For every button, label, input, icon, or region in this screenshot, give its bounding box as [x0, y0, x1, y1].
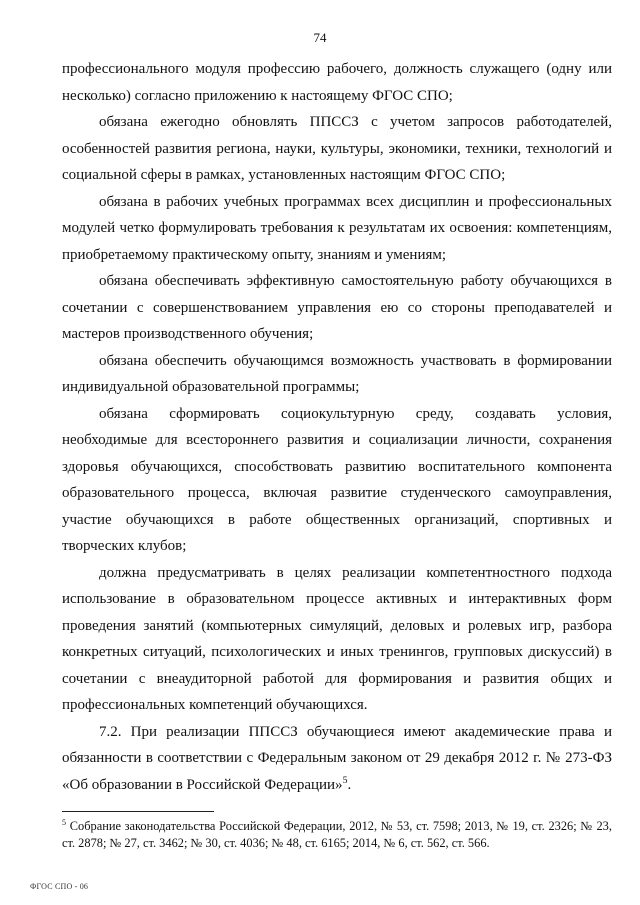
paragraph-6: обязана сформировать социокультурную среду, создавать условия, необходимые для всестороннего развития и социализации личности, сохранения здоровья обучающихся, способствовать развитию воспитательного компонента образовательного процесса, включая развитие студенческого самоуправления, участие обучающихся в работе общественных организаций, спортивных и творческих клубов; [62, 405, 612, 554]
footnote-text: Собрание законодательства Российской Федерации, 2012, № 53, ст. 7598; 2013, № 19, ст. 2326; № 23, ст. 2878; № 27, ст. 3462; № 30, ст. 4036; № 48, ст. 6165; 2014, № 6, ст. 562, ст. 566. [62, 819, 612, 850]
page-number: 74 [313, 30, 327, 45]
footnote [62, 818, 612, 852]
footnote-divider [62, 811, 214, 812]
paragraph-4: обязана обеспечивать эффективную самостоятельную работу обучающихся в сочетании с совершенствованием управления ею со стороны преподавателей и мастеров производственного обучения; [62, 273, 612, 342]
page-body [62, 56, 612, 798]
paragraph-2: обязана ежегодно обновлять ППССЗ с учетом запросов работодателей, особенностей развития региона, науки, культуры, экономики, техники, технологий и социальной сферы в рамках, установленных настоящим ФГОС СПО; [62, 114, 612, 183]
footer-label: ФГОС СПО - 06 [30, 882, 89, 891]
paragraph-8-section-7-2: 7.2. При реализации ППССЗ обучающиеся имеют академические права и обязанности в соответствии с Федеральным законом от 29 декабря 2012 г. № 273-ФЗ «Об образовании в Российской Федерации»$^5$. [62, 723, 612, 793]
paragraph-8-text: 7.2. При реализации ППССЗ обучающиеся имеют академические права и обязанности в соответствии с Федеральным законом от 29 декабря 2012 г. № 273-ФЗ «Об образовании в Российской Федерации» [62, 723, 612, 793]
footnote-marker: 5 [62, 817, 67, 827]
paragraph-5: обязана обеспечить обучающимся возможность участвовать в формировании индивидуальной образовательной программы; [62, 352, 612, 395]
paragraph-7: должна предусматривать в целях реализации компетентностного подхода использование в образовательном процессе активных и интерактивных форм проведения занятий (компьютерных симуляций, деловых и ролевых игр, разбора конкретных ситуаций, психологических и иных тренингов, групповых дискуссий) в сочетании с внеаудиторной работой для формирования и развития общих и профессиональных компетенций обучающихся. [62, 564, 612, 713]
paragraph-1: профессионального модуля профессию рабочего, должность служащего (одну или несколько) согласно приложению к настоящему ФГОС СПО; [62, 61, 612, 104]
footnote-reference[interactable]: 5 [342, 774, 348, 786]
paragraph-3: обязана в рабочих учебных программах всех дисциплин и профессиональных модулей четко формулировать требования к результатам их освоения: компетенциям, приобретаемому практическому опыту, знаниям и умениям; [62, 193, 612, 263]
